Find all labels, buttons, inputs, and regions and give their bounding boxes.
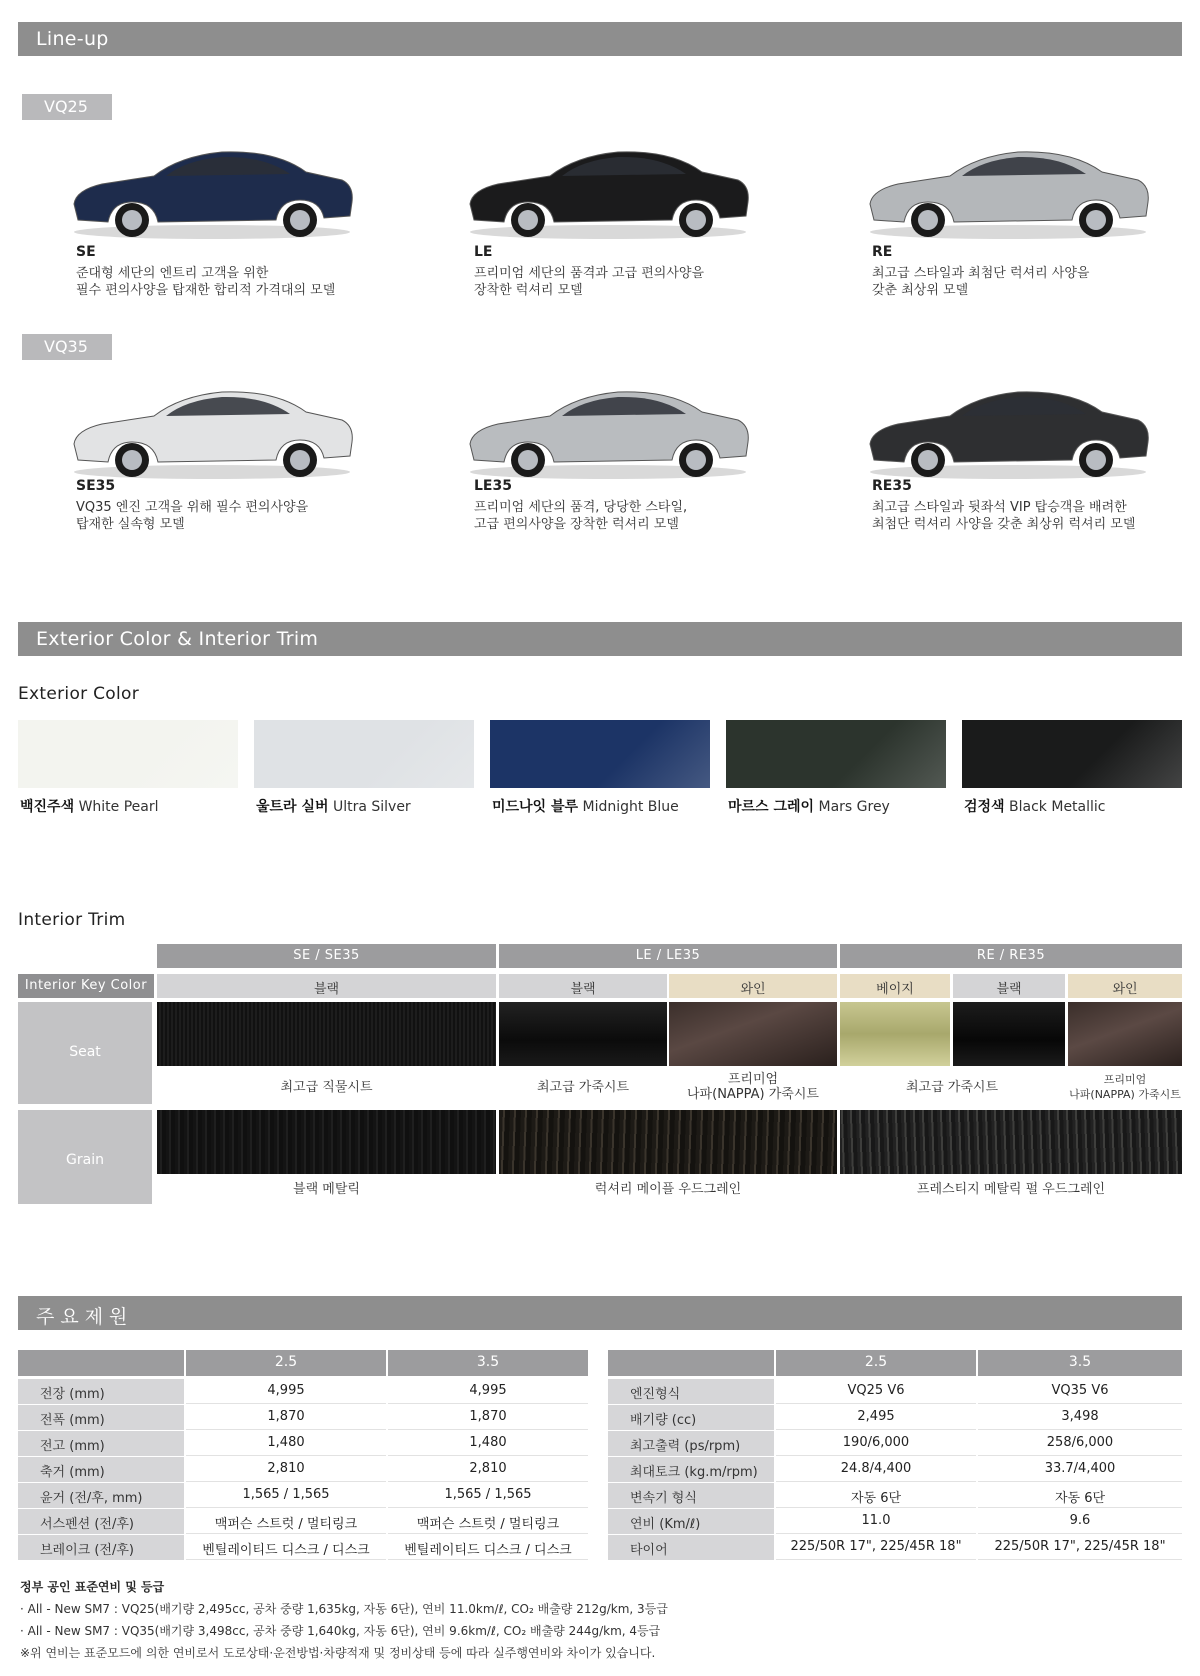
grain-texture-metallic-pearl-wood: [840, 1110, 1182, 1174]
exterior-color-heading: Exterior Color: [18, 684, 140, 704]
spec-value-35: 33.7/4,400: [978, 1457, 1182, 1482]
interior-trim-heading: Interior Trim: [18, 910, 126, 930]
spec-value-35: 1,565 / 1,565: [388, 1483, 588, 1508]
model-name-re: RE: [872, 244, 893, 260]
grain-texture-maple-wood: [499, 1110, 837, 1174]
key-color-le-black: 블랙: [499, 974, 667, 998]
spec-label: 전고 (mm): [18, 1431, 184, 1456]
spec-value-35: 3,498: [978, 1405, 1182, 1430]
spec-value-35: 벤틸레이티드 디스크 / 디스크: [388, 1535, 588, 1560]
model-desc-re: [872, 265, 1192, 299]
color-name-ko: 울트라 실버: [256, 799, 329, 815]
grain-texture-black-metallic: [157, 1110, 496, 1174]
caption-line: 나파(NAPPA) 가죽시트: [687, 1087, 819, 1102]
spec-value-25: 1,870: [186, 1405, 386, 1430]
swatch-ultra-silver: [254, 720, 474, 788]
car-image-re: [858, 132, 1158, 242]
spec-label: 엔진형식: [608, 1379, 774, 1404]
model-desc-line: 프리미엄 세단의 품격과 고급 편의사양을: [474, 266, 705, 281]
swatch-label: [728, 796, 890, 816]
lineup-title: Line-up: [36, 28, 109, 50]
specs-section-header: [18, 1296, 1182, 1330]
spec-value-25: 11.0: [776, 1509, 976, 1534]
model-desc-line: 필수 편의사양을 탑재한 합리적 가격대의 모델: [76, 283, 336, 298]
caption-line: 프리미엄: [1103, 1073, 1147, 1086]
seat-caption-re: 최고급 가죽시트: [905, 1080, 999, 1095]
seat-caption-re-wine: [1068, 1072, 1182, 1102]
swatch-label: [964, 796, 1106, 816]
spec-right-col-25: 2.5: [776, 1350, 976, 1376]
color-name-en: Midnight Blue: [582, 799, 679, 815]
swatch-label: [256, 796, 411, 816]
color-name-en: Ultra Silver: [332, 799, 411, 815]
swatch-mars-grey: [726, 720, 946, 788]
model-name-se: SE: [76, 244, 96, 260]
car-image-se: [62, 132, 362, 242]
spec-value-35: 2,810: [388, 1457, 588, 1482]
seat-caption-le-wine: [669, 1072, 837, 1102]
trim-group-re: RE / RE35: [840, 944, 1182, 968]
spec-label: 전장 (mm): [18, 1379, 184, 1404]
spec-right-corner: [608, 1350, 774, 1376]
key-color-re-wine: 와인: [1068, 974, 1182, 998]
spec-label: 변속기 형식: [608, 1483, 774, 1508]
color-name-ko: 마르스 그레이: [728, 799, 815, 815]
model-desc-line: 최고급 스타일과 최첨단 럭셔리 사양을: [872, 266, 1090, 281]
spec-label: 서스펜션 (전/후): [18, 1509, 184, 1534]
trim-group-le: LE / LE35: [499, 944, 837, 968]
model-desc-se: [76, 265, 396, 299]
color-name-ko: 검정색: [964, 799, 1005, 815]
model-name-se35: SE35: [76, 478, 116, 494]
spec-left-col-25: 2.5: [186, 1350, 386, 1376]
model-desc-line: 갖춘 최상위 모델: [872, 283, 969, 298]
model-desc-line: 프리미엄 세단의 품격, 당당한 스타일,: [474, 500, 688, 515]
model-desc-se35: [76, 499, 396, 533]
model-desc-line: 최고급 스타일과 뒷좌석 VIP 탑승객을 배려한: [872, 500, 1127, 515]
spec-value-35: 1,480: [388, 1431, 588, 1456]
spec-value-25: 1,565 / 1,565: [186, 1483, 386, 1508]
grain-caption-se: 블랙 메탈릭: [293, 1182, 360, 1197]
model-desc-le35: [474, 499, 794, 533]
spec-label: 최대토크 (kg.m/rpm): [608, 1457, 774, 1482]
model-desc-line: 탑재한 실속형 모델: [76, 517, 185, 532]
spec-label: 축거 (mm): [18, 1457, 184, 1482]
seat-texture-nappa-wine: [669, 1002, 837, 1066]
exterior-title: Exterior Color & Interior Trim: [36, 628, 319, 650]
key-color-se-black: 블랙: [157, 974, 496, 998]
spec-value-25: 2,495: [776, 1405, 976, 1430]
spec-value-25: 24.8/4,400: [776, 1457, 976, 1482]
seat-row-label: Seat: [18, 1002, 152, 1104]
car-image-se35: [62, 372, 362, 482]
key-color-le-wine: 와인: [669, 974, 837, 998]
model-name-re35: RE35: [872, 478, 912, 494]
spec-label: 전폭 (mm): [18, 1405, 184, 1430]
seat-texture-nappa-wine-re: [1068, 1002, 1182, 1066]
spec-left-col-35: 3.5: [388, 1350, 588, 1376]
model-desc-line: VQ35 엔진 고객을 위해 필수 편의사양을: [76, 500, 309, 515]
vq35-tag: VQ35: [22, 334, 112, 360]
model-desc-line: 고급 편의사양을 장착한 럭셔리 모델: [474, 517, 679, 532]
grain-row-label: Grain: [18, 1110, 152, 1204]
swatch-midnight-blue: [490, 720, 710, 788]
color-name-en: Mars Grey: [818, 799, 890, 815]
swatch-label: [492, 796, 679, 816]
key-color-re-black: 블랙: [953, 974, 1065, 998]
car-image-le35: [458, 372, 758, 482]
grain-caption-re: 프레스티지 메탈릭 펄 우드그레인: [916, 1182, 1106, 1197]
model-desc-line: 준대형 세단의 엔트리 고객을 위한: [76, 266, 269, 281]
footnote-line: ※위 연비는 표준모드에 의한 연비로서 도로상태·운전방법·차량적재 및 정비상태 등에 따라 실주행연비와 차이가 있습니다.: [20, 1646, 656, 1660]
footnote-title: 정부 공인 표준연비 및 등급: [20, 1580, 165, 1594]
color-name-ko: 백진주색: [20, 799, 75, 815]
seat-caption-se: 최고급 직물시트: [280, 1080, 373, 1095]
trim-group-se: SE / SE35: [157, 944, 496, 968]
car-image-re35: [858, 372, 1158, 482]
spec-value-35: 4,995: [388, 1379, 588, 1404]
model-desc-line: 최첨단 럭셔리 사양을 갖춘 최상위 럭셔리 모델: [872, 517, 1136, 532]
seat-texture-leather-beige: [840, 1002, 950, 1066]
model-desc-le: [474, 265, 794, 299]
seat-texture-leather-black-re: [953, 1002, 1065, 1066]
model-desc-line: 장착한 럭셔리 모델: [474, 283, 583, 298]
spec-value-25: 맥퍼슨 스트럿 / 멀티링크: [186, 1509, 386, 1534]
spec-left-corner: [18, 1350, 184, 1376]
spec-value-35: VQ35 V6: [978, 1379, 1182, 1404]
specs-title: 주요제원: [36, 1306, 134, 1328]
key-color-re-beige: 베이지: [840, 974, 950, 998]
caption-line: 프리미엄: [727, 1072, 779, 1087]
footnote-line: · All - New SM7 : VQ35(배기량 3,498cc, 공차 중량 1,640kg, 자동 6단), 연비 9.6km/ℓ, CO₂ 배출량 244g/km, 4등급: [20, 1624, 661, 1638]
swatch-white-pearl: [18, 720, 238, 788]
seat-texture-leather-black: [499, 1002, 667, 1066]
model-name-le35: LE35: [474, 478, 512, 494]
spec-value-35: 258/6,000: [978, 1431, 1182, 1456]
spec-value-35: 맥퍼슨 스트럿 / 멀티링크: [388, 1509, 588, 1534]
interior-key-color-label: Interior Key Color: [18, 974, 154, 998]
spec-value-25: 4,995: [186, 1379, 386, 1404]
caption-line: 나파(NAPPA) 가죽시트: [1069, 1088, 1181, 1101]
car-image-le: [458, 132, 758, 242]
spec-label: 배기량 (cc): [608, 1405, 774, 1430]
model-name-le: LE: [474, 244, 493, 260]
grain-caption-le: 럭셔리 메이플 우드그레인: [594, 1182, 742, 1197]
spec-label: 타이어: [608, 1535, 774, 1560]
spec-label: 브레이크 (전/후): [18, 1535, 184, 1560]
swatch-label: [20, 796, 159, 816]
spec-value-35: 9.6: [978, 1509, 1182, 1534]
color-name-en: White Pearl: [78, 799, 159, 815]
footnote-line: · All - New SM7 : VQ25(배기량 2,495cc, 공차 중량 1,635kg, 자동 6단), 연비 11.0km/ℓ, CO₂ 배출량 212g/km, 3등급: [20, 1602, 668, 1616]
spec-label: 연비 (Km/ℓ): [608, 1509, 774, 1534]
color-name-en: Black Metallic: [1009, 799, 1106, 815]
spec-value-25: 자동 6단: [776, 1483, 976, 1508]
spec-value-25: 190/6,000: [776, 1431, 976, 1456]
model-desc-re35: [872, 499, 1200, 533]
spec-right-col-35: 3.5: [978, 1350, 1182, 1376]
seat-texture-fabric-black: [157, 1002, 496, 1066]
spec-value-25: 1,480: [186, 1431, 386, 1456]
spec-value-25: VQ25 V6: [776, 1379, 976, 1404]
vq25-tag: VQ25: [22, 94, 112, 120]
spec-label: 윤거 (전/후, mm): [18, 1483, 184, 1508]
spec-label: 최고출력 (ps/rpm): [608, 1431, 774, 1456]
color-name-ko: 미드나잇 블루: [492, 799, 579, 815]
spec-value-25: 2,810: [186, 1457, 386, 1482]
lineup-section-header: [18, 22, 1182, 56]
spec-value-35: 225/50R 17", 225/45R 18": [978, 1535, 1182, 1560]
spec-value-35: 자동 6단: [978, 1483, 1182, 1508]
seat-caption-le-black: 최고급 가죽시트: [536, 1080, 630, 1095]
exterior-section-header: [18, 622, 1182, 656]
spec-value-25: 벤틸레이티드 디스크 / 디스크: [186, 1535, 386, 1560]
swatch-black-metallic: [962, 720, 1182, 788]
spec-value-35: 1,870: [388, 1405, 588, 1430]
spec-value-25: 225/50R 17", 225/45R 18": [776, 1535, 976, 1560]
